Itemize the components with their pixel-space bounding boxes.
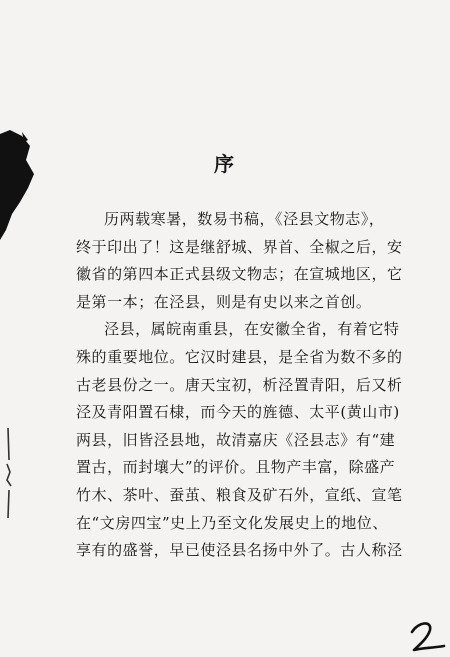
text-line: 享有的盛誉，早已使泾县名扬中外了。古人称泾	[76, 541, 403, 560]
margin-scratch-marks	[0, 420, 30, 530]
text-line: 泾县，属皖南重县，在安徽全省，有着它特	[104, 320, 400, 339]
text-line: 竹木、茶叶、蚕茧、粮食及矿石外，宣纸、宣笔	[76, 485, 403, 504]
paragraph	[76, 316, 403, 564]
text-line: 两县，旧皆泾县地，故清嘉庆《泾县志》有“建	[76, 430, 396, 449]
text-line: 泾及青阳置石棣，而今天的旌德、太平(黄山市)	[76, 403, 400, 422]
text-line: 在“文房四宝”史上乃至文化发展史上的地位、	[76, 513, 388, 532]
text-line: 徽省的第四本正式县级文物志；在宣城地区，它	[76, 265, 403, 284]
text-line: 是第一本；在泾县，则是有史以来之首创。	[76, 292, 372, 311]
handwritten-page-number	[408, 618, 448, 654]
text-line: 置古，而封壤大”的评价。且物产丰富，除盛产	[76, 458, 396, 477]
page-title: 序	[214, 152, 236, 176]
paragraph	[76, 206, 403, 316]
text-line: 历两载寒暑，数易书稿，《泾县文物志》，	[104, 210, 385, 228]
text-line: 古老县份之一。唐天宝初，析泾置青阳，后又析	[76, 375, 403, 394]
body-text	[76, 206, 403, 565]
scan-shadow-mark	[0, 130, 36, 240]
text-line: 终于印出了！这是继舒城、界首、全椒之后，安	[76, 237, 403, 256]
text-line: 殊的重要地位。它汉时建县，是全省为数不多的	[76, 347, 403, 366]
